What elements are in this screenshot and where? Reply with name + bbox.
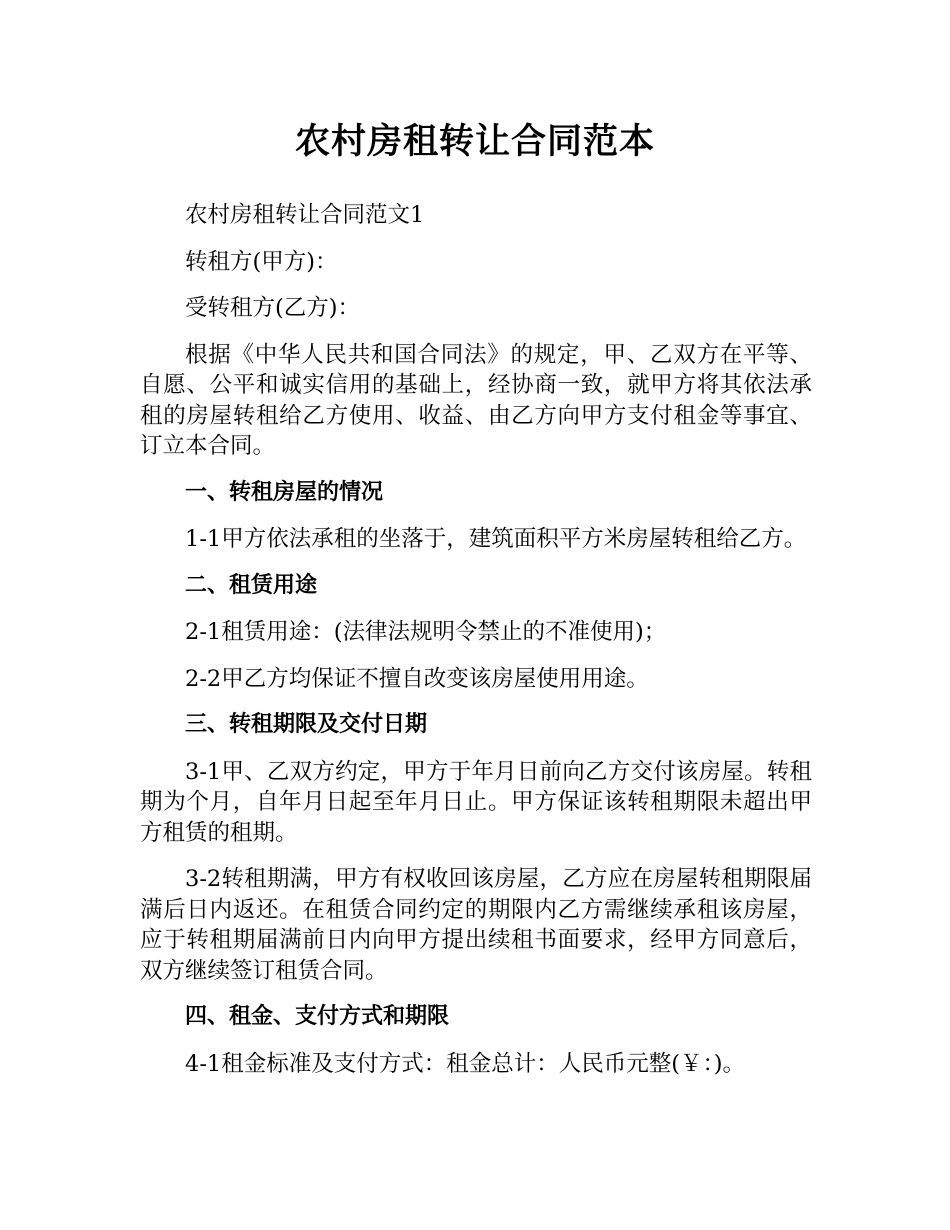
preamble-paragraph: 根据《中华人民共和国合同法》的规定，甲、乙双方在平等、自愿、公平和诚实信用的基础上，经协商一致，就甲方将其依法承租的房屋转租给乙方使用、收益、由乙方向甲方支付租金等事宜、订立本合同。: [140, 341, 812, 459]
document-body: [140, 200, 812, 1095]
clause-2-1: 2-1租赁用途：(法律法规明令禁止的不准使用)；: [185, 619, 667, 645]
section-heading-4: 四、租金、支付方式和期限: [185, 1004, 450, 1029]
clause-3-2: 3-2转租期满，甲方有权收回该房屋，乙方应在房屋转租期限届满后日内返还。在租赁合同约定的期限内乙方需继续承租该房屋，应于转租期届满前日内向甲方提出续租书面要求，经甲方同意后，双方继续签订租赁合同。: [140, 866, 812, 984]
section-heading-3: 三、转租期限及交付日期: [185, 712, 428, 737]
clause-4-1: 4-1租金标准及支付方式：租金总计：人民币元整(￥：)。: [185, 1050, 746, 1077]
document-title: 农村房租转让合同范本: [294, 122, 655, 162]
section-heading-1: 一、转租房屋的情况: [185, 479, 384, 505]
section-heading-2: 二、租赁用途: [185, 572, 318, 598]
clause-1-1: 1-1甲方依法承租的坐落于，建筑面积平方米房屋转租给乙方。: [185, 526, 807, 552]
party-b-line: 受转租方(乙方)：: [185, 295, 361, 321]
clause-2-2: 2-2甲乙方均保证不擅自改变该房屋使用用途。: [185, 665, 649, 692]
contract-subtitle: 农村房租转让合同范文1: [185, 202, 425, 228]
party-a-line: 转租方(甲方)：: [185, 248, 338, 275]
clause-3-1: 3-1甲、乙双方约定，甲方于年月日前向乙方交付该房屋。转租期为个月，自年月日起至年月日止。甲方保证该转租期限未超出甲方租赁的租期。: [140, 758, 812, 846]
